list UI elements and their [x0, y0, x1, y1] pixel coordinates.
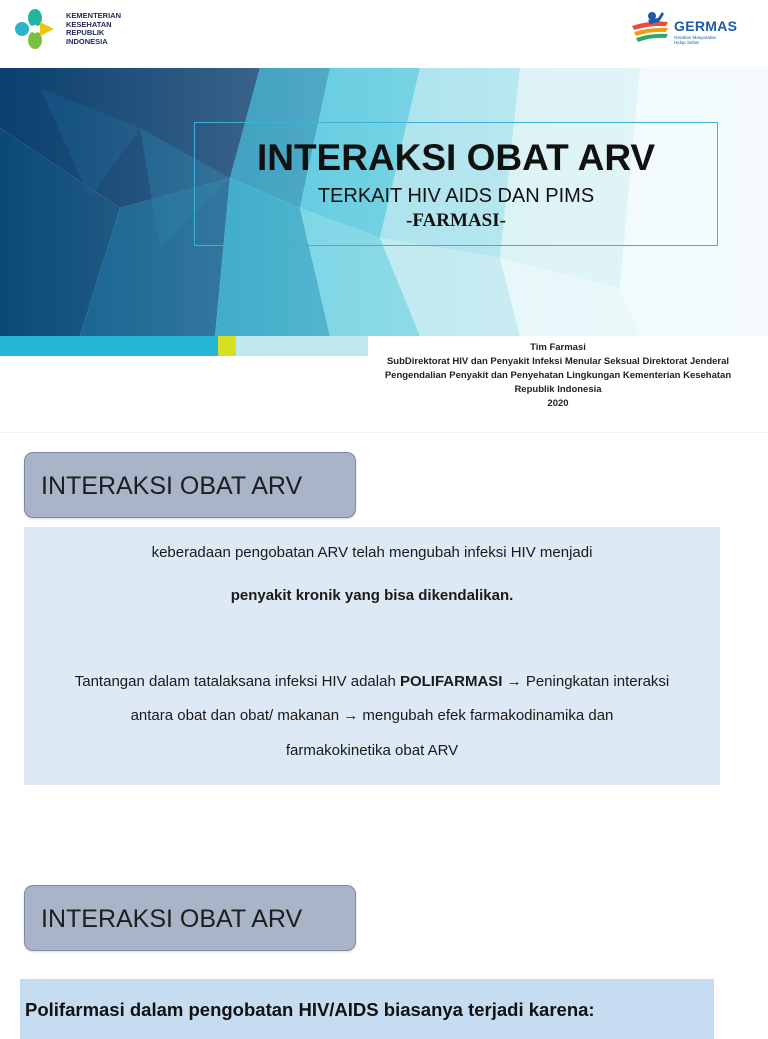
title-box — [194, 122, 718, 246]
kemenkes-logo-icon — [12, 8, 58, 50]
kemenkes-logo-text: KEMENTERIAN KESEHATAN REPUBLIK INDONESIA — [66, 11, 122, 46]
content-line-polifarmasi: Polifarmasi dalam pengobatan HIV/AIDS biasanya terjadi karena: — [25, 999, 595, 1020]
content-box — [24, 527, 720, 785]
content-line-2: penyakit kronik yang bisa dikendalikan. — [230, 587, 514, 604]
slide-separator — [0, 432, 768, 433]
germas-logo — [628, 8, 748, 52]
content-line-5: farmakokinetika obat ARV — [285, 742, 459, 759]
germas-tagline: Gerakan Masyarakat Hidup Sehat — [674, 35, 716, 45]
section-header — [24, 452, 356, 518]
title-slide — [0, 0, 768, 432]
germas-figure-icon — [628, 8, 674, 52]
slide-title: INTERAKSI OBAT ARV — [256, 137, 656, 178]
section-header-text: INTERAKSI OBAT ARV — [41, 472, 303, 500]
section-header-text: INTERAKSI OBAT ARV — [41, 905, 303, 933]
germas-wordmark: GERMAS — [674, 18, 738, 34]
arrow-right-icon: → — [343, 707, 359, 724]
content-line-3: Tantangan dalam tatalaksana infeksi HIV adalah POLIFARMASI → Peningkatan interaksi — [74, 673, 670, 690]
section-header-2 — [24, 885, 356, 951]
slide-subtitle: TERKAIT HIV AIDS DAN PIMS — [317, 185, 595, 207]
content-line-1: keberadaan pengobatan ARV telah mengubah infeksi HIV menjadi — [151, 544, 593, 561]
content-box-2 — [20, 979, 714, 1039]
content-line-4: antara obat dan obat/ makanan → mengubah efek farmakodinamika dan — [130, 707, 614, 724]
credits: Tim Farmasi SubDirektorat HIV dan Penyakit Infeksi Menular Seksual Direktorat Jenderal Pengendalian Penyakit dan Penyehatan Lingkungan Kementerian Kesehatan Republik Indonesia 2020 — [384, 342, 732, 409]
slide-subtitle-farmasi: -FARMASI- — [406, 210, 506, 231]
arrow-right-icon: → — [506, 673, 522, 690]
kemenkes-logo — [12, 8, 121, 50]
